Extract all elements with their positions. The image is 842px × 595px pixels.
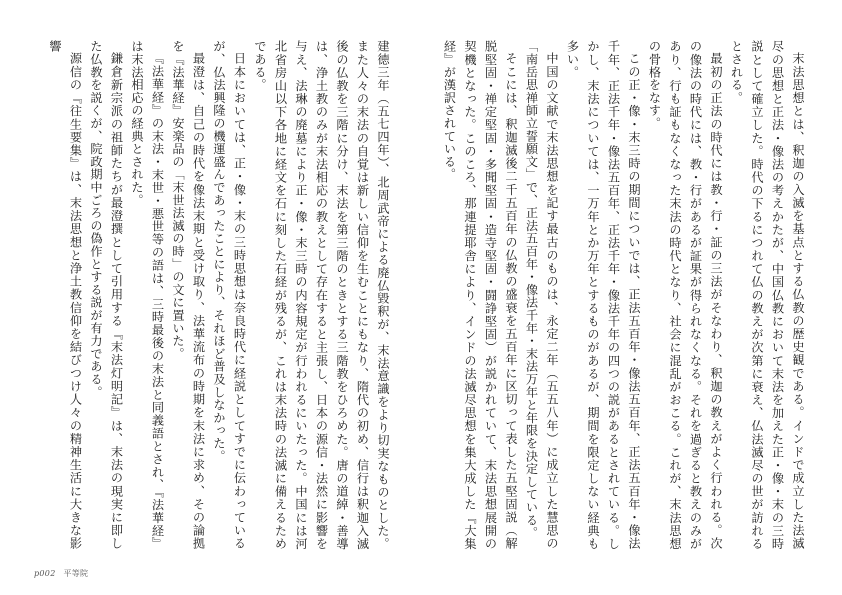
left-paragraph-4: 『法華経』の末法・末世・悪世等の語は、三時最後の末法と同義語とされ、『法華経』は末法相応の経典とされた。	[130, 40, 165, 550]
left-paragraph-5: 鎌倉新宗派の祖師たちが最澄撰として引用する『末法灯明記』は、末法の現実に即した仏教を説くが、院政期中ごろの偽作とする説が有力である。	[89, 40, 124, 550]
page-footer	[34, 568, 88, 579]
right-paragraph-5: そこには、釈迦滅後二千五百年の仏教の盛衰を五百年に区切って表した五堅固説（解脱堅固・禅定堅固・多聞堅固・造寺堅固・闘諍堅固）が説かれていて、末法思想展開の契機となった。このころ、那連提耶舎により、インドの法滅尽思想を集大成した『大集経』が漢訳されている。	[442, 40, 518, 550]
left-page-body	[48, 40, 393, 550]
right-paragraph-3: この正・像・末三時の期間についでは、正法五百年・像法五百年、正法五百年・像法千年、正法千年・像法五百年、正法千年・像法千年の四つの説があるとされている。しかし、末法については、一万年とか万年とするものがあるが、期間を限定しない経典も多い。	[565, 40, 641, 550]
left-paragraph-6: 源信の『往生要集』は、末法思想と浄土教信仰を結びつけ人々の精神生活に大きな影響	[48, 40, 83, 550]
right-page-body	[442, 40, 808, 550]
section-title: 平等院	[63, 569, 89, 578]
left-paragraph-2: 日本においては、正・像・末の三時思想は奈良時代に経説としてすでに伝わっているが、仏法興隆の機運盛んであったことにより、それほど普及しなかった。	[212, 40, 247, 550]
right-paragraph-2: 最初の正法の時代には教・行・証の三法がそなわり、釈迦の教えがよく行われる。次の像法の時代には、教・行があるが証果が得られなくなる。それを過ぎると教えのみがあり、行も証もなくなった末法の時代となり、社会に混乱がおこる。これが、末法思想の骨格をなす。	[647, 40, 723, 550]
left-paragraph-1: 建徳三年（五七四年）、北周武帝による廃仏毀釈が、末法意識をより切実なものとした。また人々の末法の自覚は新しい信仰を生むことにもなり、隋代の初め、信行は釈迦入滅後の仏教を三階に分け、末法を第三階のときとする三階教をひろめた。唐の道綽・善導は、浄土教のみが末法相応の教えとして存在すると主張し、日本の源信・法然に影響を与え、法琳の廃墓により正・像・末三時の内容規定が行われるにいたった。中国には河北省房山以下各地に経文を石に刻した石経が残るが、これは末法時の法滅に備えるためである。	[253, 40, 390, 550]
right-page	[421, 0, 842, 595]
page-number: p002	[34, 569, 56, 578]
right-paragraph-4: 中国の文献で末法思想を記す最古のものは、永定二年（五五八年）に成立した慧思の「南岳思禅師立誓願文」で、正法五百年・像法千年・末法万年と年限を決定している。	[524, 40, 559, 550]
right-paragraph-1: 末法思想とは、釈迦の入滅を基点とする仏教の歴史観である。インドで成立した法滅尽の思想と正法・像法の考えかたが、中国仏教において末法を加えた正・像・末の三時説として確立した。時代の下るにつれて仏の教えが次第に衰え、仏法滅尽の世が訪れるとされる。	[729, 40, 805, 550]
left-paragraph-3: 最澄は、自己の時代を像法末期と受け取り、法華流布の時期を末法に求め、その論拠を『法華経』安楽品の「末世法滅の時」の文に置いた。	[171, 40, 206, 550]
